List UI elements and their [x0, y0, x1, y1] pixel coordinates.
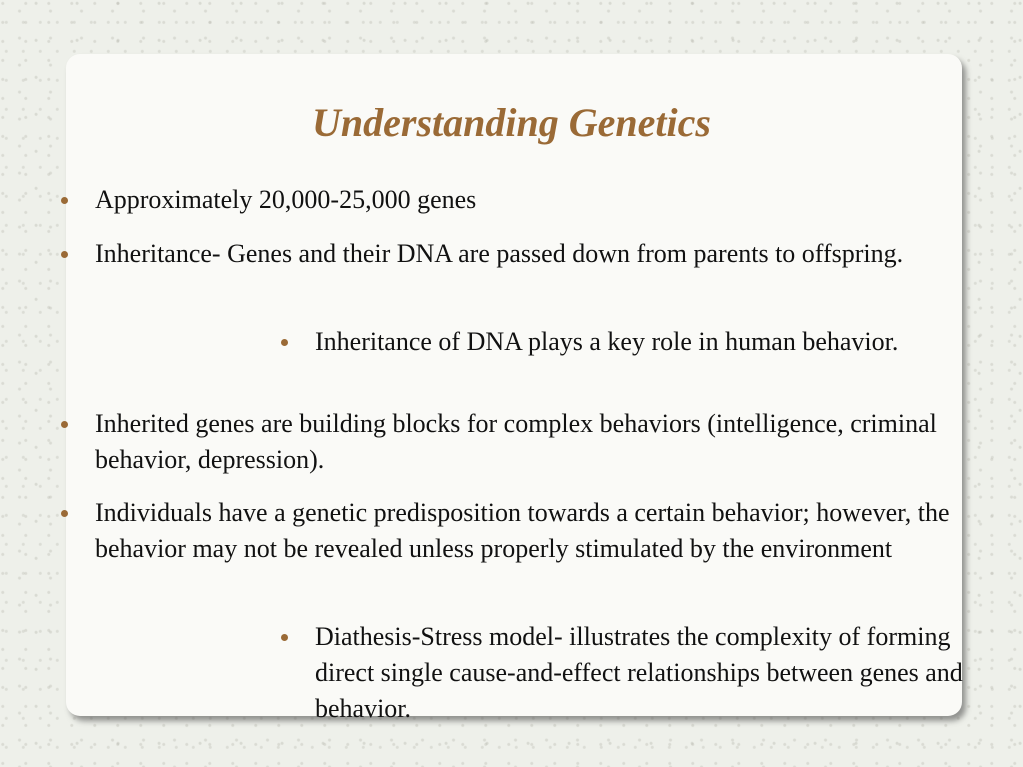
bullet-dot-icon [281, 339, 288, 346]
bullet-dot-icon [61, 251, 68, 258]
bullet-item [61, 236, 966, 272]
bullet-text: Diathesis-Stress model- illustrates the complexity of forming direct single cause-and-effect relationships between genes and behavior. [315, 622, 963, 723]
bullet-text: Inherited genes are building blocks for complex behaviors (intelligence, criminal behavior, depression). [95, 409, 937, 474]
bullet-item [61, 495, 966, 567]
bullet-text: Individuals have a genetic predisposition towards a certain behavior; however, the behavior may not be revealed unless properly stimulated by the environment [95, 498, 950, 563]
bullet-item [61, 182, 966, 218]
bullet-dot-icon [61, 421, 68, 428]
sub-bullet-item [281, 619, 981, 727]
bullet-text: Approximately 20,000-25,000 genes [95, 185, 477, 214]
bullet-text: Inheritance- Genes and their DNA are passed down from parents to offspring. [95, 239, 904, 268]
bullet-item [61, 406, 966, 478]
slide-card [66, 54, 962, 716]
bullet-dot-icon [61, 510, 68, 517]
bullet-text: Inheritance of DNA plays a key role in human behavior. [315, 327, 899, 356]
slide-title: Understanding Genetics [312, 100, 711, 145]
sub-bullet-item [281, 324, 966, 360]
bullet-dot-icon [281, 634, 288, 641]
bullet-dot-icon [61, 197, 68, 204]
